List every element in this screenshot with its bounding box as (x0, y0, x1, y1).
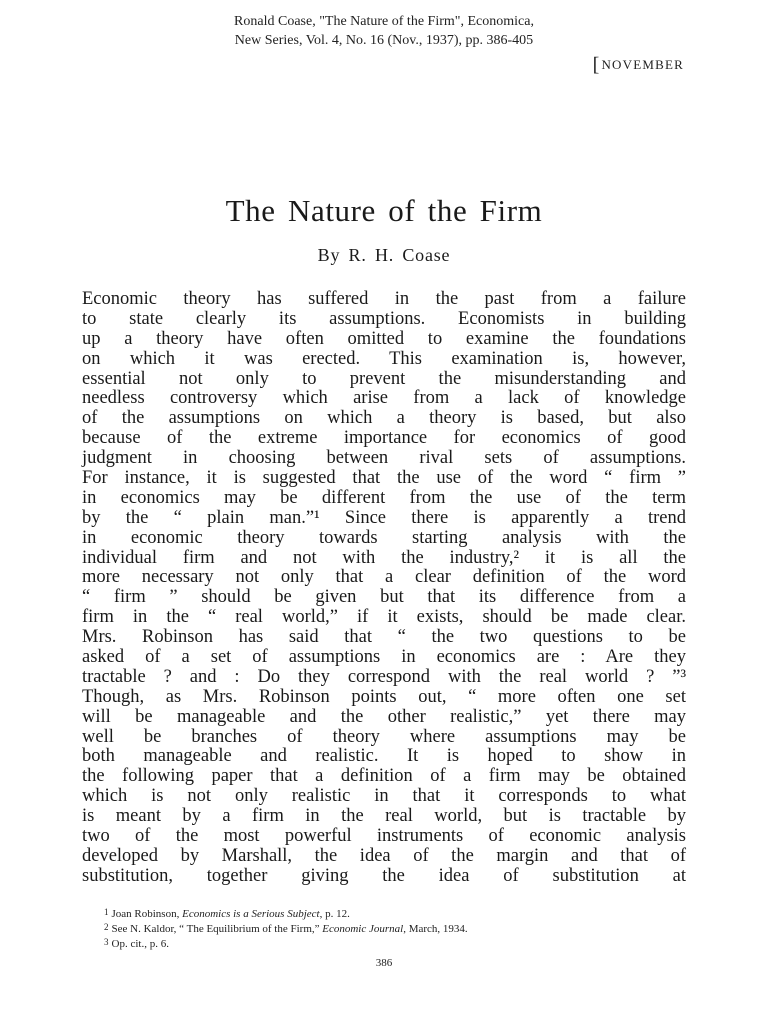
citation-header (0, 12, 768, 50)
body-line: Economic theory has suffered in the past from a failure (82, 289, 686, 309)
body-line: “ firm ” should be given but that its difference from a (82, 587, 686, 608)
body-line: on which it was erected. This examination is, however, (82, 348, 686, 369)
body-line: tractable ? and : Do they correspond with the real world ? ”³ (82, 666, 686, 687)
body-line: in economics may be different from the use of the term (82, 487, 686, 508)
body-line: well be branches of theory where assumptions may be (82, 726, 686, 747)
body-line: in economic theory towards starting analysis with the (82, 527, 686, 548)
footnote (104, 921, 684, 936)
article-title: The Nature of the Firm (225, 193, 543, 228)
footnote (104, 906, 684, 921)
article-body (82, 290, 686, 887)
body-line: asked of a set of assumptions in economics are : Are they (82, 647, 686, 668)
footnote-text: Op. cit., p. 6. (111, 938, 169, 950)
footnote-number: 3 (104, 937, 109, 947)
footnote-text: Joan Robinson, (111, 908, 183, 920)
body-line: to state clearly its assumptions. Economists in building (82, 308, 686, 329)
footnote-text-tail: , p. 12. (319, 908, 350, 920)
body-line: two of the most powerful instruments of economic analysis (82, 826, 686, 847)
body-line: needless controversy which arise from a lack of knowledge (82, 388, 686, 409)
body-line: up a theory have often omitted to examine the foundations (82, 328, 686, 349)
body-line: essential not only to prevent the misunderstanding and (82, 368, 686, 389)
body-line: For instance, it is suggested that the use of the word “ firm ” (82, 468, 686, 489)
body-line: Though, as Mrs. Robinson points out, “ more often one set (82, 686, 686, 707)
body-line: more necessary not only that a clear definition of the word (82, 567, 686, 588)
footnotes (104, 906, 684, 951)
citation-line-2: New Series, Vol. 4, No. 16 (Nov., 1937), pp. 386-405 (234, 33, 534, 48)
footnote-source-title: Economics is a Serious Subject (182, 908, 320, 920)
body-line: will be manageable and the other realistic,” yet there may (82, 706, 686, 727)
body-line: substitution, together giving the idea of substitution at (82, 865, 686, 886)
body-line: judgment in choosing between rival sets of assumptions. (82, 448, 686, 469)
footnote-source-title: Economic Journal (322, 923, 404, 935)
body-line: by the “ plain man.”¹ Since there is apparently a trend (82, 507, 686, 528)
running-head-month (593, 54, 684, 77)
body-line: which is not only realistic in that it corresponds to what (82, 786, 686, 807)
bracket-glyph: [ (592, 54, 601, 76)
body-line: individual firm and not with the industry,² it is all the (82, 547, 686, 568)
body-line: of the assumptions on which a theory is based, but also (82, 408, 686, 429)
footnote (104, 936, 684, 951)
page-number: 386 (375, 957, 393, 969)
footnote-text-tail: , March, 1934. (403, 923, 468, 935)
citation-line-1: Ronald Coase, "The Nature of the Firm", Economica, (234, 14, 534, 29)
footnote-number: 1 (104, 907, 109, 917)
footnote-number: 2 (104, 922, 109, 932)
body-line: is meant by a firm in the real world, but is tractable by (82, 806, 686, 827)
month-label: NOVEMBER (601, 57, 684, 72)
footnote-text: See N. Kaldor, “ The Equilibrium of the Firm,” (111, 923, 323, 935)
body-line: because of the extreme importance for economics of good (82, 428, 686, 449)
article-byline: By R. H. Coase (317, 245, 451, 265)
body-line: firm in the “ real world,” if it exists, should be made clear. (82, 607, 686, 628)
body-line: both manageable and realistic. It is hoped to show in (82, 746, 686, 767)
body-line: the following paper that a definition of a firm may be obtained (82, 766, 686, 787)
body-line: developed by Marshall, the idea of the margin and that of (82, 845, 686, 866)
body-line: Mrs. Robinson has said that “ the two questions to be (82, 627, 686, 648)
